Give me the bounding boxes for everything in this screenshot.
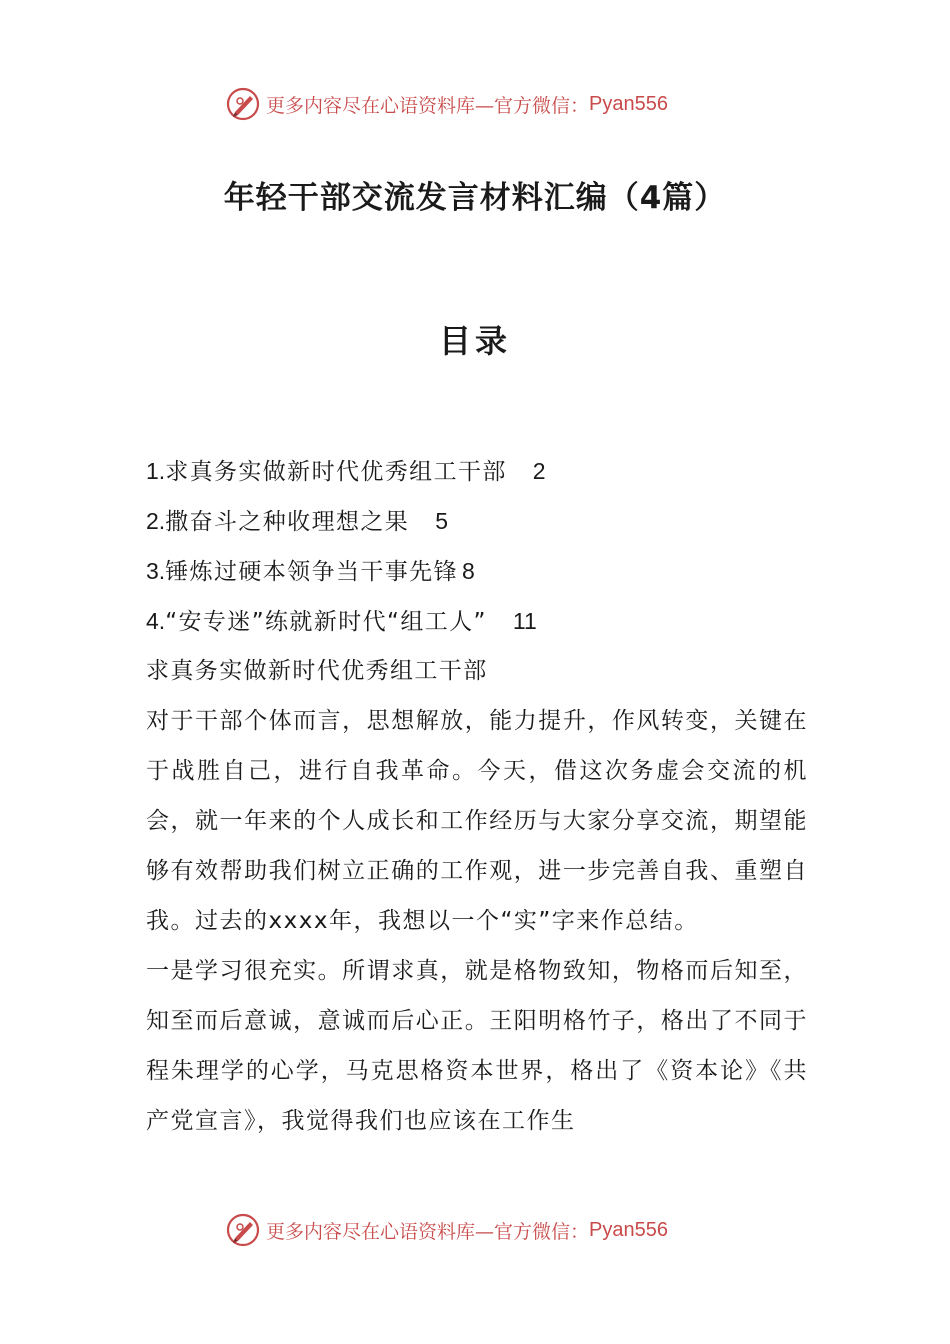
toc-entry-title: 求真务实做新时代优秀组工干部 — [165, 459, 507, 485]
toc-entry-page: 11 — [512, 608, 537, 634]
pen-logo-icon — [226, 87, 260, 121]
watermark-text: 更多内容尽在心语资料库—官方微信： — [266, 1220, 590, 1243]
toc-entry[interactable] — [146, 496, 808, 546]
toc-entry[interactable] — [146, 446, 808, 496]
toc-entry-page: 8 — [462, 558, 475, 584]
toc-heading: 目录 — [438, 322, 511, 360]
watermark-wechat-id: Pyan556 — [589, 1218, 668, 1241]
watermark-banner-bottom — [226, 1208, 668, 1252]
toc-entry[interactable] — [146, 596, 808, 646]
pen-logo-icon — [226, 1213, 260, 1247]
toc-entry-page: 2 — [532, 458, 546, 484]
toc-entry-number: 4. — [146, 608, 166, 634]
section-title: 求真务实做新时代优秀组工干部 — [146, 658, 488, 684]
body-paragraph: 对于干部个体而言，思想解放，能力提升，作风转变，关键在于战胜自己，进行自我革命。今天，借这次务虚会交流的机会，就一年来的个人成长和工作经历与大家分享交流，期望能够有效帮助我们树立正确的工作观，进一步完善自我、重塑自我。过去的xxxx年，我想以一个“实”字来作总结。 — [146, 708, 808, 934]
toc-entry-page: 5 — [435, 508, 448, 534]
toc-entry-title: 撒奋斗之种收理想之果 — [165, 509, 410, 535]
document-body — [146, 446, 808, 1146]
toc-entry[interactable] — [146, 546, 808, 596]
toc-entry-title: 锤炼过硬本领争当干事先锋 — [165, 559, 458, 585]
toc-entry-number: 2. — [146, 508, 166, 534]
document-title: 年轻干部交流发言材料汇编（4篇） — [223, 180, 727, 216]
toc-entry-title: “安专迷”练就新时代“组工人” — [165, 609, 487, 635]
body-paragraph: 一是学习很充实。所谓求真，就是格物致知，物格而后知至，知至而后意诚，意诚而后心正。王阳明格竹子，格出了不同于程朱理学的心学，马克思格资本世界，格出了《资本论》《共产党宣言》，我觉得我们也应该在工作生 — [146, 958, 808, 1134]
watermark-text: 更多内容尽在心语资料库—官方微信： — [266, 94, 590, 117]
toc-entry-number: 3. — [146, 558, 166, 584]
toc-entry-number: 1. — [146, 458, 166, 484]
watermark-banner-top — [226, 82, 668, 126]
watermark-wechat-id: Pyan556 — [589, 92, 668, 115]
